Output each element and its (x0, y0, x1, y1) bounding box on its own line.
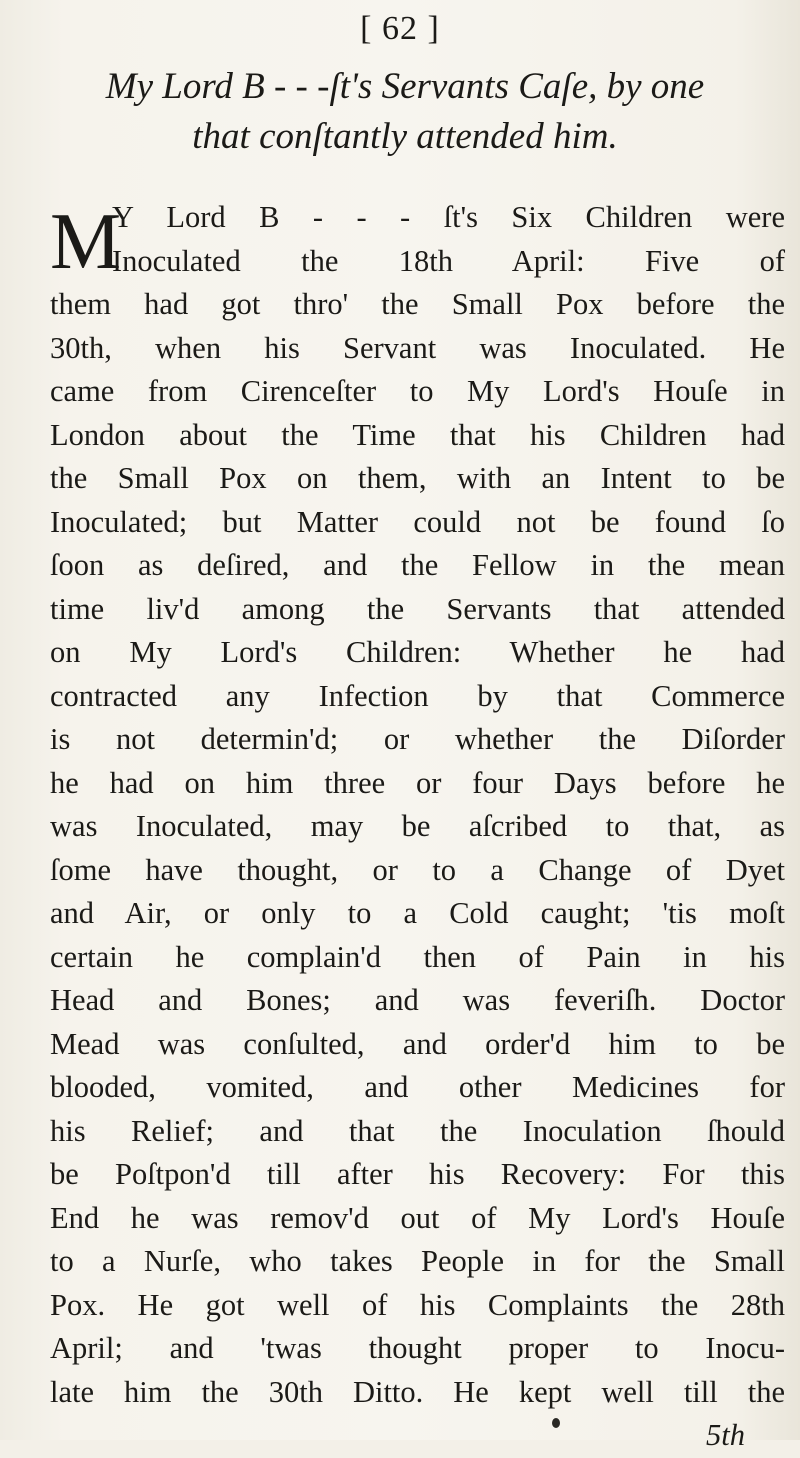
text-line: late him the 30th Ditto. He kept well till the (50, 1374, 785, 1409)
text-line: Head and Bones; and was feveriſh. Doctor (50, 983, 785, 1017)
text-line: to a Nurſe, who takes People in for the Small (50, 1244, 785, 1278)
text-line: ſome have thought, or to a Change of Dyet (50, 852, 785, 887)
text-line: came from Cirenceſter to My Lord's Houſe in (50, 374, 785, 408)
page-number: [ 62 ] (360, 10, 440, 47)
text-line: April; and 'twas thought proper to Inocu- (50, 1331, 785, 1365)
text-line: them had got thro' the Small Pox before the (50, 287, 785, 321)
text-line: be Poſtpon'd till after his Recovery: For this (50, 1157, 785, 1191)
text-line: Inoculated; but Matter could not be found ſo (50, 504, 785, 539)
text-line: and Air, or only to a Cold caught; 'tis moſt (50, 896, 785, 930)
text-line: 30th, when his Servant was Inoculated. He (50, 330, 785, 365)
text-line: End he was remov'd out of My Lord's Houſe (50, 1200, 785, 1235)
text-line: ſoon as deſired, and the Fellow in the mean (50, 548, 785, 582)
text-line: his Relief; and that the Inoculation ſhould (50, 1113, 785, 1148)
text-line: contracted any Infection by that Commerce (50, 678, 785, 713)
body-paragraph (50, 196, 785, 1458)
text-line: on My Lord's Children: Whether he had (50, 635, 785, 669)
catchword-text: 5th (706, 1418, 745, 1452)
ink-dot (552, 1418, 560, 1428)
text-line: Inoculated the 18th April: Five of (112, 243, 785, 278)
text-line: is not determin'd; or whether the Diſorder (50, 722, 785, 756)
text-line: the Small Pox on them, with an Intent to be (50, 461, 785, 495)
catchword (50, 1414, 785, 1458)
drop-cap: M (50, 198, 122, 286)
text-line: certain he complain'd then of Pain in his (50, 939, 785, 974)
text-line: London about the Time that his Children had (50, 417, 785, 452)
text-line: Pox. He got well of his Complaints the 28th (50, 1287, 785, 1322)
heading-line-2: that conſtantly attended him. (192, 116, 618, 157)
text-line: time liv'd among the Servants that attended (50, 591, 785, 626)
text-line: Mead was conſulted, and order'd him to be (50, 1026, 785, 1061)
text-line: was Inoculated, may be aſcribed to that, as (50, 809, 785, 843)
text-line: Y Lord B - - - ſt's Six Children were (112, 200, 785, 234)
section-heading (40, 62, 770, 162)
text-line: blooded, vomited, and other Medicines for (50, 1070, 785, 1104)
text-line: he had on him three or four Days before he (50, 765, 785, 800)
heading-line-1: My Lord B - - -ſt's Servants Caſe, by one (105, 66, 705, 107)
